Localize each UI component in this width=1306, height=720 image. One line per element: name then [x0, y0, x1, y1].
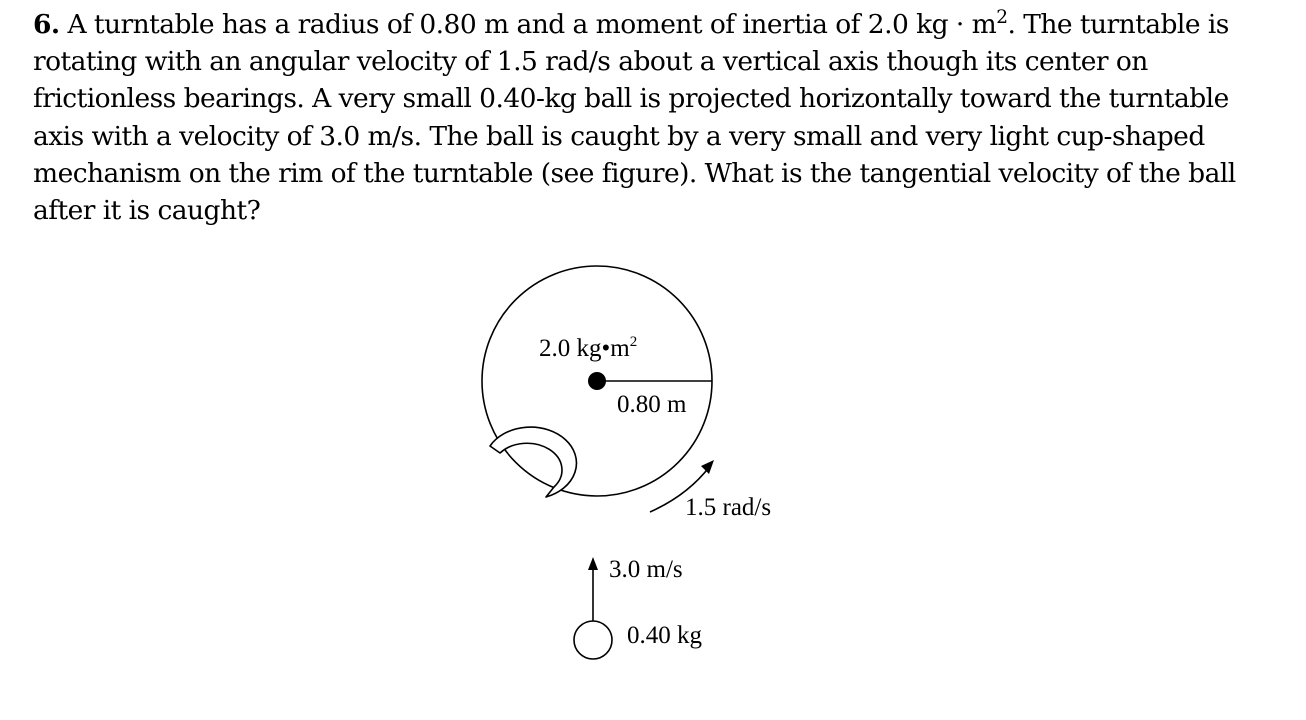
radius-label: 0.80 m — [617, 391, 687, 418]
ball — [574, 621, 612, 659]
problem-text-part1: A turntable has a radius of 0.80 m and a moment of inertia of 2.0 kg · m — [67, 9, 997, 40]
problem-text-part2: . The turntable is rotating with an angular velocity of 1.5 rad/s about a vertical axis though its center on frictionless bearings. A very small 0.40-kg ball is projected horizontally toward the turntable axis with a velocity of 3.0 m/s. The ball is caught by a very small and very light cup-shaped mechanism on the rim of the turntable (see figure). What is the tangential velocity of the ball after it is caught? — [33, 9, 1236, 227]
problem-superscript: 2 — [996, 6, 1008, 28]
ball-velocity-arrowhead — [588, 557, 598, 570]
ball-mass-label: 0.40 kg — [627, 622, 702, 649]
problem-number: 6. — [33, 9, 60, 40]
rotation-arrowhead — [701, 460, 714, 474]
inertia-label: 2.0 $kg•m^2$ — [539, 334, 638, 362]
cup-mechanism — [490, 427, 576, 497]
ball-velocity-label: 3.0 m/s — [609, 556, 683, 583]
angular-velocity-label: 1.5 rad/s — [685, 494, 772, 521]
